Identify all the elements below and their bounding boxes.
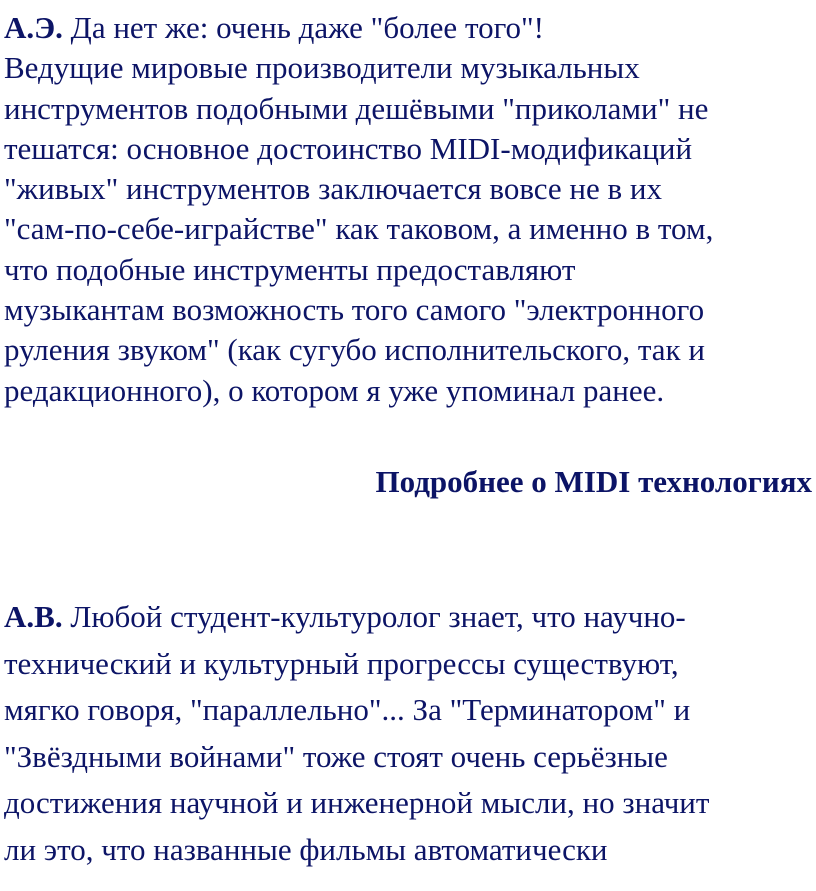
paragraph-line: ли это, что названные фильмы автоматически bbox=[4, 831, 608, 867]
speaker-label: А.В. bbox=[4, 599, 63, 634]
paragraph-line: тешатся: основное достоинство MIDI-модификаций bbox=[4, 130, 693, 166]
paragraph-line: инструментов подобными дешёвыми "приколами" не bbox=[4, 90, 709, 126]
paragraph-line: достижения научной и инженерной мысли, но значит bbox=[4, 785, 710, 820]
paragraph-line: Ведущие мировые производители музыкальных bbox=[4, 50, 640, 86]
paragraph-line: что подобные инструменты предоставляют bbox=[4, 251, 576, 287]
paragraph-line: "живых" инструментов заключается вовсе не в их bbox=[4, 171, 662, 207]
paragraph-line bbox=[4, 594, 709, 641]
paragraph-line: "сам-по-себе-играйстве" как таковом, а именно в том, bbox=[4, 211, 714, 247]
line-text: Любой студент-культуролог знает, что научно- bbox=[62, 599, 686, 634]
line-text: Да нет же: очень даже "более того"! bbox=[62, 10, 544, 45]
paragraph-line: технический и культурный прогрессы существуют, bbox=[4, 645, 679, 681]
section-link-heading[interactable]: Подробнее о MIDI технологиях bbox=[375, 464, 812, 499]
paragraph-line: музыкантам возможность того самого "электронного bbox=[4, 292, 705, 328]
paragraph-ae bbox=[4, 0, 812, 411]
paragraph-line: мягко говоря, "параллельно"... За "Терминатором" и bbox=[4, 692, 691, 727]
paragraph-av bbox=[4, 594, 709, 873]
speaker-label: А.Э. bbox=[4, 10, 63, 45]
paragraph-line: редакционного), о котором я уже упоминал ранее. bbox=[4, 372, 665, 408]
paragraph-line bbox=[4, 8, 812, 48]
paragraph-line: "Звёздными войнами" тоже стоят очень серьёзные bbox=[4, 738, 668, 774]
paragraph-line: руления звуком" (как сугубо исполнительского, так и bbox=[4, 332, 705, 368]
document-page bbox=[4, 0, 812, 867]
